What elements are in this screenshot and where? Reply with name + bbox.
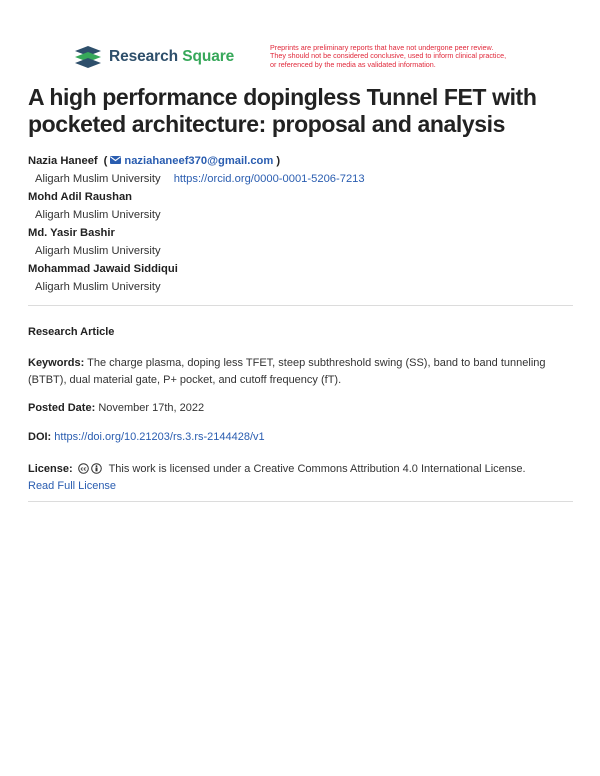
logo-wordmark — [109, 48, 234, 66]
attribution-icon — [91, 463, 102, 474]
author-entry — [28, 152, 573, 188]
license-text: This work is licensed under a Creative Commons Attribution 4.0 International License. — [108, 463, 526, 475]
svg-text:cc: cc — [80, 466, 87, 473]
author-affiliation: Aligarh Muslim University — [35, 245, 161, 257]
preprint-disclaimer — [270, 44, 560, 69]
envelope-icon — [110, 152, 121, 170]
author-entry — [28, 224, 573, 260]
doi-link[interactable]: https://doi.org/10.21203/rs.3.rs-2144428/v1 — [54, 431, 265, 443]
logo-word-research: Research — [109, 48, 178, 65]
orcid-link[interactable]: https://orcid.org/0000-0001-5206-7213 — [173, 173, 365, 185]
author-affiliation: Aligarh Muslim University — [35, 209, 161, 221]
posted-date-value: November 17th, 2022 — [98, 402, 205, 414]
keywords-section — [28, 355, 573, 389]
keywords-label: Keywords: — [28, 357, 85, 369]
author-affiliation: Aligarh Muslim University — [35, 281, 161, 293]
posted-date-label: Posted Date: — [28, 402, 96, 414]
author-name: Mohd Adil Raushan — [28, 191, 132, 203]
doi-section — [28, 431, 573, 443]
doi-label: DOI: — [28, 431, 52, 443]
license-icons — [78, 463, 104, 474]
author-entry — [28, 188, 573, 224]
disclaimer-line: or referenced by the media as validated information. — [270, 59, 436, 69]
email-open-paren: ( — [103, 155, 108, 167]
disclaimer-line: Preprints are preliminary reports that have not undergone peer review. — [270, 43, 494, 52]
read-full-license-link[interactable]: Read Full License — [28, 480, 117, 492]
divider — [28, 501, 573, 502]
license-label: License: — [28, 463, 73, 475]
author-name: Nazia Haneef — [28, 155, 98, 167]
author-affiliation: Aligarh Muslim University — [35, 173, 161, 185]
paper-title: A high performance dopingless Tunnel FET with pocketed architecture: proposal and analysis — [28, 84, 537, 137]
page-header — [74, 44, 554, 76]
posted-date-section — [28, 402, 573, 414]
creative-commons-icon — [78, 463, 89, 474]
article-type: Research Article — [28, 326, 115, 338]
author-name: Mohammad Jawaid Siddiqui — [28, 263, 178, 275]
keywords-text: The charge plasma, doping less TFET, steep subthreshold swing (SS), band to band tunneling (BTBT), dual material gate, P+ pocket, and cutoff frequency (fT). — [28, 357, 546, 386]
author-entry — [28, 260, 573, 296]
author-list — [28, 152, 573, 296]
author-email — [104, 152, 280, 170]
email-link[interactable]: naziahaneef370@gmail.com — [124, 155, 274, 167]
email-close-paren: ) — [276, 155, 281, 167]
research-square-logo[interactable] — [74, 46, 234, 68]
divider — [28, 305, 573, 306]
research-square-logo-icon — [74, 46, 102, 68]
disclaimer-line: They should not be considered conclusive, used to inform clinical practice, — [270, 51, 507, 61]
logo-word-square: Square — [182, 48, 235, 65]
license-section — [28, 461, 573, 495]
author-name: Md. Yasir Bashir — [28, 227, 115, 239]
